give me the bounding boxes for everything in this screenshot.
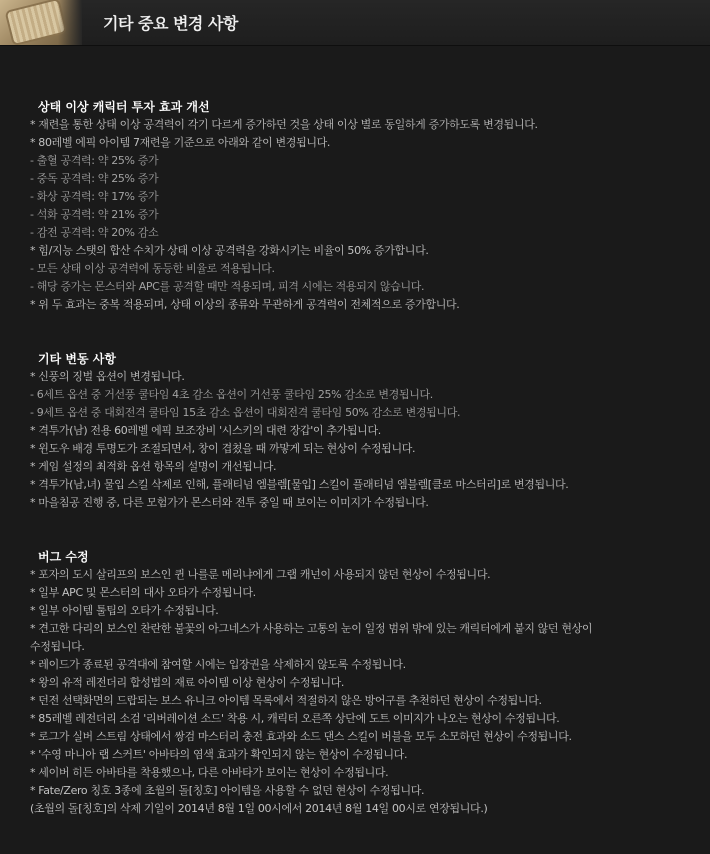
notice-subline: - 6세트 옵션 중 거선풍 쿨타임 4초 감소 옵션이 거선풍 쿨타임 25% 감소로 변경됩니다. xyxy=(30,388,433,401)
notice-line: * 격투가(남,녀) 물입 스킬 삭제로 인해, 플래티넘 엠블렘[물입] 스킬이 플래티넘 엠블렘[클로 마스터리]로 변경됩니다. xyxy=(30,478,569,491)
notice-content xyxy=(30,98,700,854)
notice-line: * 일부 APC 및 몬스터의 대사 오타가 수정됩니다. xyxy=(30,586,256,599)
section-bug-fixes xyxy=(30,548,700,818)
section-misc-changes xyxy=(30,350,700,512)
section-title: 상태 이상 캐릭터 투자 효과 개선 xyxy=(38,100,210,114)
notice-line: * 힘/지능 스탯의 합산 수치가 상태 이상 공격력을 강화시키는 비율이 50% 증가합니다. xyxy=(30,244,429,257)
notice-subline: - 화상 공격력: 약 17% 증가 xyxy=(30,190,159,203)
notice-line: * 견고한 다리의 보스인 찬란한 불꽃의 아그네스가 사용하는 고통의 눈이 일정 범위 밖에 있는 캐릭터에게 붙지 않던 현상이 xyxy=(30,622,593,635)
section-title: 버그 수정 xyxy=(38,550,89,564)
notice-line: * 레이드가 종료된 공격대에 참여할 시에는 입장권을 삭제하지 않도록 수정됩니다. xyxy=(30,658,406,671)
notice-subline: - 모든 상태 이상 공격력에 동등한 비율로 적용됩니다. xyxy=(30,262,275,275)
notice-subline: - 중독 공격력: 약 25% 증가 xyxy=(30,172,159,185)
notice-subline: - 출혈 공격력: 약 25% 증가 xyxy=(30,154,159,167)
notice-line: * 윈도우 배경 투명도가 조절되면서, 창이 겹쳤을 때 까맣게 되는 현상이 수정됩니다. xyxy=(30,442,416,455)
notice-line: * 격투가(남) 전용 60레벨 에픽 보조장비 '시스키의 대련 장갑'이 추가됩니다. xyxy=(30,424,381,437)
notice-line: * 로그가 실버 스트림 상태에서 쌍검 마스터리 충전 효과와 소드 댄스 스킬이 버블을 모두 소모하던 현상이 수정됩니다. xyxy=(30,730,572,743)
section-title: 기타 변동 사항 xyxy=(38,352,116,366)
notice-subline: - 감전 공격력: 약 20% 감소 xyxy=(30,226,159,239)
notice-line: * 게임 설정의 최적화 옵션 항목의 설명이 개선됩니다. xyxy=(30,460,277,473)
notice-line: * 세이버 히든 아바타를 착용했으나, 다른 아바타가 보이는 현상이 수정됩니다. xyxy=(30,766,389,779)
scroll-icon xyxy=(0,0,82,45)
section-status-effect xyxy=(30,98,700,314)
notice-line: * 마을침공 진행 중, 다른 모험가가 몬스터와 전투 중일 때 보이는 이미지가 수정됩니다. xyxy=(30,496,429,509)
notice-line: * 위 두 효과는 중복 적용되며, 상태 이상의 종류와 무관하게 공격력이 전체적으로 증가합니다. xyxy=(30,298,460,311)
notice-line: * 80레벨 에픽 아이템 7재련을 기준으로 아래와 같이 변경됩니다. xyxy=(30,136,331,149)
notice-line: * Fate/Zero 칭호 3종에 초월의 돌[칭호] 아이템을 사용할 수 없던 현상이 수정됩니다. xyxy=(30,784,425,797)
notice-line: * 던전 선택화면의 드랍되는 보스 유니크 아이템 목록에서 적절하지 않은 방어구를 추천하던 현상이 수정됩니다. xyxy=(30,694,542,707)
notice-line: * 일부 아이템 툴팁의 오타가 수정됩니다. xyxy=(30,604,219,617)
notice-line: * 85레벨 레전더리 소검 '리버레이션 소드' 착용 시, 캐릭터 오른쪽 상단에 도트 이미지가 나오는 현상이 수정됩니다. xyxy=(30,712,560,725)
notice-subline: - 석화 공격력: 약 21% 증가 xyxy=(30,208,159,221)
notice-line: 수정됩니다. xyxy=(30,640,85,653)
notice-line: * 포자의 도시 살리프의 보스인 퀸 나를룬 메리냐에게 그랩 캐넌이 사용되지 않던 현상이 수정됩니다. xyxy=(30,568,491,581)
notice-line: * 왕의 유적 레전더리 합성법의 재료 아이템 이상 현상이 수정됩니다. xyxy=(30,676,345,689)
notice-line: (초월의 돌[칭호]의 삭제 기일이 2014년 8월 1일 00시에서 2014년 8월 14일 00시로 연장됩니다.) xyxy=(30,802,488,815)
notice-line: * 신풍의 징벌 옵션이 변경됩니다. xyxy=(30,370,185,383)
page-title: 기타 중요 변경 사항 xyxy=(103,14,238,33)
notice-subline: - 해당 증가는 몬스터와 APC를 공격할 때만 적용되며, 피격 시에는 적용되지 않습니다. xyxy=(30,280,425,293)
page-header xyxy=(0,0,710,46)
notice-subline: - 9세트 옵션 중 대회전격 쿨타임 15초 감소 옵션이 대회전격 쿨타임 50% 감소로 변경됩니다. xyxy=(30,406,461,419)
notice-line: * '수영 마니아 랩 스커트' 아바타의 염색 효과가 확인되지 않는 현상이 수정됩니다. xyxy=(30,748,408,761)
notice-line: * 재련을 통한 상태 이상 공격력이 각기 다르게 증가하던 것을 상태 이상 별로 동일하게 증가하도록 변경됩니다. xyxy=(30,118,538,131)
